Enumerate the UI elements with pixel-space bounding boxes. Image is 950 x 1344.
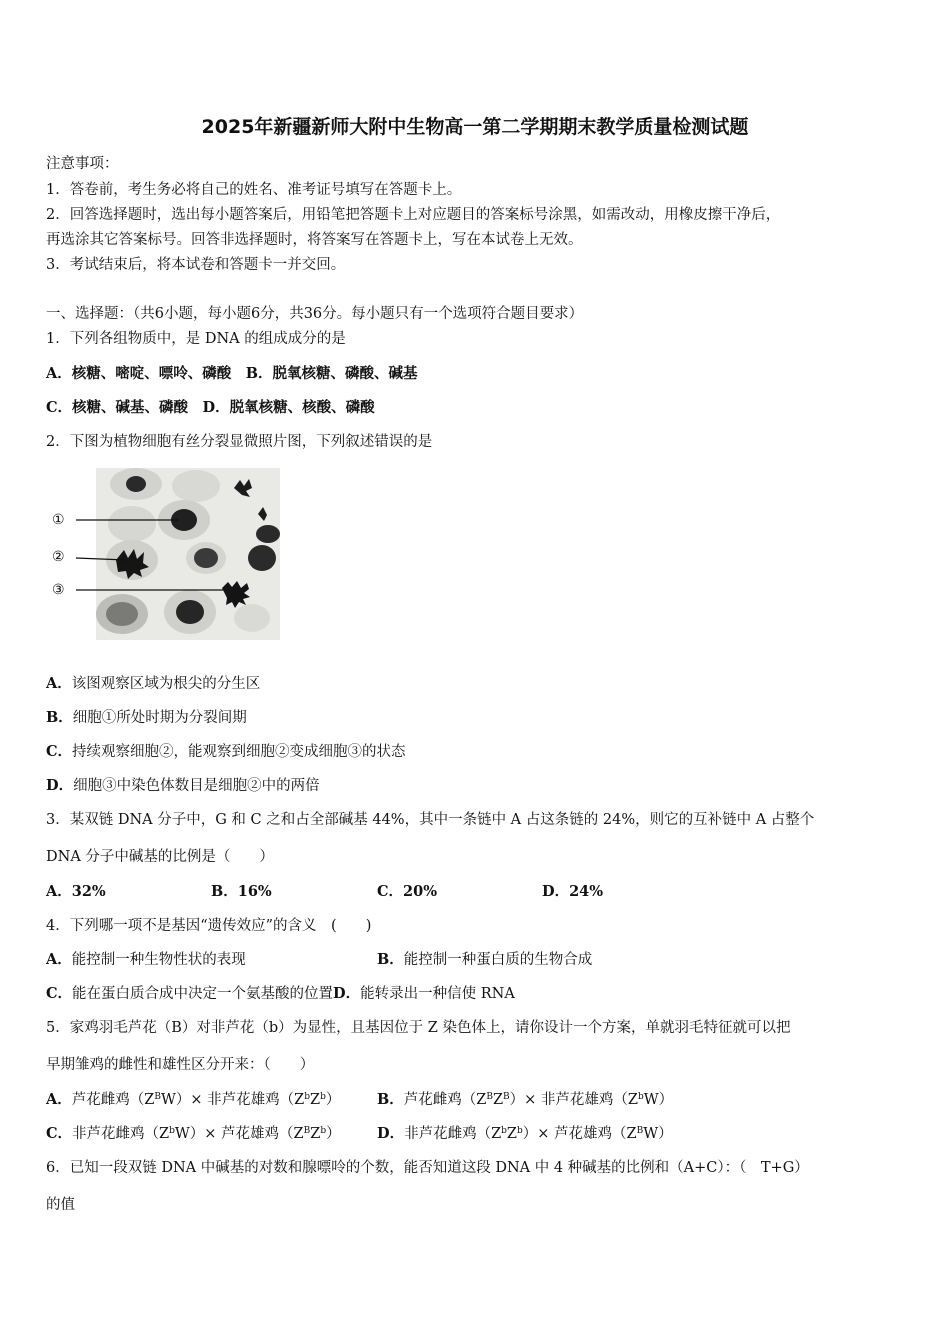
question-2-option-d: D．细胞③中染色体数目是细胞②中的两倍 (46, 777, 320, 794)
question-3-option-a: A．32% (46, 883, 106, 900)
question-1-options-row: A．核糖、嘧啶、嘌呤、磷酸 B．脱氧核糖、磷酸、碱基 (46, 365, 418, 382)
question-3-option-d: D．24% (542, 883, 604, 900)
question-4-option-a: A．能控制一种生物性状的表现 (46, 951, 246, 968)
question-3-stem: 3．某双链 DNA 分子中，G 和 C 之和占全部碱基 44%，其中一条链中 A 占这条链的 24%，则它的互补链中 A 占整个 (46, 812, 815, 828)
question-5-option-c: C．非芦花雌鸡$(Z^bW)\times$ 芦花雄鸡$(Z^BZ^b)$ (46, 1125, 341, 1142)
notice-item: 2．回答选择题时，选出每小题答案后，用铅笔把答题卡上对应题目的答案标号涂黑，如需改动，用橡皮擦干净后， (46, 207, 781, 223)
micrograph-image (46, 462, 286, 644)
notice-item: 1．答卷前，考生务必将自己的姓名、准考证号填写在答题卡上。 (46, 182, 462, 198)
question-5-stem: 5．家鸡羽毛芦花（B）对非芦花（b）为显性，且基因位于 Z 染色体上，请你设计一个方案，单就羽毛特征就可以把 (46, 1020, 791, 1036)
question-6-stem-continued: 的值 (46, 1197, 75, 1213)
question-5-option-b: B．芦花雌鸡$(Z^BZ^B)\times$ 非芦花雄鸡$(Z^bW)$ (377, 1091, 674, 1108)
question-3-option-b: B．16% (211, 883, 272, 900)
page-title: 2025年新疆新师大附中生物高一第二学期期末教学质量检测试题 (201, 116, 749, 138)
micrograph-figure (46, 462, 286, 644)
question-3-option-c: C．20% (377, 883, 437, 900)
question-2-option-a: A．该图观察区域为根尖的分生区 (46, 675, 261, 692)
question-5-option-d: D．非芦花雌鸡$(Z^bZ^b)\times$ 芦花雄鸡$(Z^BW)$ (377, 1125, 673, 1142)
question-5-option-a: A．芦花雌鸡$(Z^BW)\times$ 非芦花雄鸡$(Z^bZ^b)$ (46, 1091, 341, 1108)
figure-label-3: ③ (52, 582, 65, 598)
question-5-stem-continued: 早期雏鸡的雌性和雄性区分开来：（ ） (46, 1057, 315, 1073)
figure-label-1: ① (52, 512, 65, 528)
question-3-stem-continued: DNA 分子中碱基的比例是（ ） (46, 849, 274, 865)
question-4-option-c-d-row: C．能在蛋白质合成中决定一个氨基酸的位置D．能转录出一种信使 RNA (46, 985, 515, 1002)
figure-label-2: ② (52, 549, 65, 565)
question-2-stem: 2．下图为植物细胞有丝分裂显微照片图，下列叙述错误的是 (46, 434, 433, 450)
notice-item: 3．考试结束后，将本试卷和答题卡一并交回。 (46, 257, 346, 273)
section-heading: 一、选择题：（共6小题，每小题6分，共36分。每小题只有一个选项符合题目要求） (46, 306, 584, 322)
question-1-stem: 1．下列各组物质中，是 DNA 的组成成分的是 (46, 331, 346, 347)
question-2-option-c: C．持续观察细胞②，能观察到细胞②变成细胞③的状态 (46, 743, 406, 760)
notice-item: 再选涂其它答案标号。回答非选择题时，将答案写在答题卡上，写在本试卷上无效。 (46, 232, 583, 248)
question-6-stem: 6．已知一段双链 DNA 中碱基的对数和腺嘌呤的个数，能否知道这段 DNA 中 4 种碱基的比例和（A+C）：（ T+G） (46, 1160, 809, 1176)
question-4-stem: 4．下列哪一项不是基因“遗传效应”的含义 ( ) (46, 918, 372, 934)
question-1-options-row: C．核糖、碱基、磷酸 D．脱氧核糖、核酸、磷酸 (46, 399, 375, 416)
question-4-option-b: B．能控制一种蛋白质的生物合成 (377, 951, 593, 968)
question-2-option-b: B．细胞①所处时期为分裂间期 (46, 709, 247, 726)
notice-heading: 注意事项： (46, 156, 119, 172)
